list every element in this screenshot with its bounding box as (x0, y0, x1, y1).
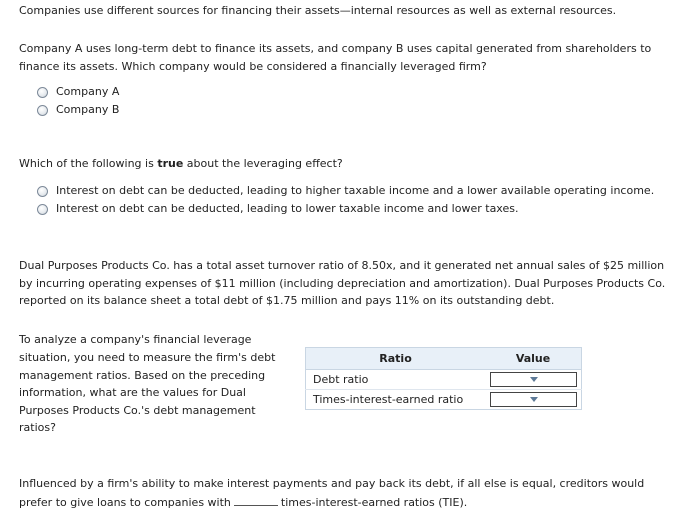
q2-prefix: Which of the following is (19, 157, 158, 170)
q2-option-1-label: Interest on debt can be deducted, leading to higher taxable income and a lower available operating income. (56, 184, 655, 197)
radio-button-icon[interactable] (37, 186, 48, 197)
row-label-tie-ratio: Times-interest-earned ratio (306, 390, 486, 410)
q1-text-line2: finance its assets. Which company would be considered a financially leveraged firm? (19, 60, 487, 73)
analysis-line: situation, you need to measure the firm's debt (19, 351, 276, 364)
scenario-line3: reported on its balance sheet a total debt of $1.75 million and pays 11% on its outstanding debt. (19, 294, 555, 307)
scenario-line1: Dual Purposes Products Co. has a total asset turnover ratio of 8.50x, and it generated net annual sales of $25 million (19, 259, 665, 272)
q1-option-b-label: Company B (56, 103, 120, 116)
table-header-row (306, 348, 582, 370)
scenario-line2: by incurring operating expenses of $11 million (including depreciation and amortization). Dual Purposes Products Co. (19, 277, 666, 290)
q2-option-1[interactable] (37, 182, 654, 200)
value-cell (485, 390, 581, 410)
radio-button-icon[interactable] (37, 105, 48, 116)
dropdown-caret-icon (530, 377, 538, 382)
analysis-line: ratios? (19, 421, 56, 434)
q1-option-a-label: Company A (56, 85, 120, 98)
tie-answer-blank[interactable] (234, 493, 278, 506)
tie-ratio-dropdown[interactable] (490, 392, 577, 407)
q2-bold-word: true (157, 157, 184, 170)
q1-option-b[interactable] (37, 101, 119, 119)
debt-ratio-dropdown[interactable] (490, 372, 577, 387)
intro-text: Companies use different sources for financing their assets—internal resources as well as external resources. (19, 4, 617, 17)
q2-option-2[interactable] (37, 200, 518, 218)
header-ratio: Ratio (306, 348, 486, 370)
analysis-line: To analyze a company's financial leverage (19, 333, 252, 346)
value-cell (485, 370, 581, 390)
radio-button-icon[interactable] (37, 87, 48, 98)
analysis-line: information, what are the values for Dual (19, 386, 246, 399)
table-row (306, 370, 582, 390)
dropdown-caret-icon (530, 397, 538, 402)
q1-option-a[interactable] (37, 83, 119, 101)
debt-ratio-table (305, 347, 582, 410)
q1-text-line1: Company A uses long-term debt to finance its assets, and company B uses capital generated from shareholders to (19, 42, 652, 55)
header-value: Value (485, 348, 581, 370)
final-line2-suffix: times-interest-earned ratios (TIE). (280, 496, 468, 509)
final-line2 (19, 493, 467, 512)
q2-text (19, 155, 343, 173)
q2-option-2-label: Interest on debt can be deducted, leading to lower taxable income and lower taxes. (56, 202, 519, 215)
final-line2-prefix: prefer to give loans to companies with (19, 496, 231, 509)
row-label-debt-ratio: Debt ratio (306, 370, 486, 390)
analysis-line: management ratios. Based on the preceding (19, 369, 266, 382)
radio-button-icon[interactable] (37, 204, 48, 215)
q2-suffix: about the leveraging effect? (183, 157, 343, 170)
table-row (306, 390, 582, 410)
final-line1: Influenced by a firm's ability to make interest payments and pay back its debt, if all else is equal, creditors would (19, 477, 645, 490)
analysis-line: Purposes Products Co.'s debt management (19, 404, 256, 417)
